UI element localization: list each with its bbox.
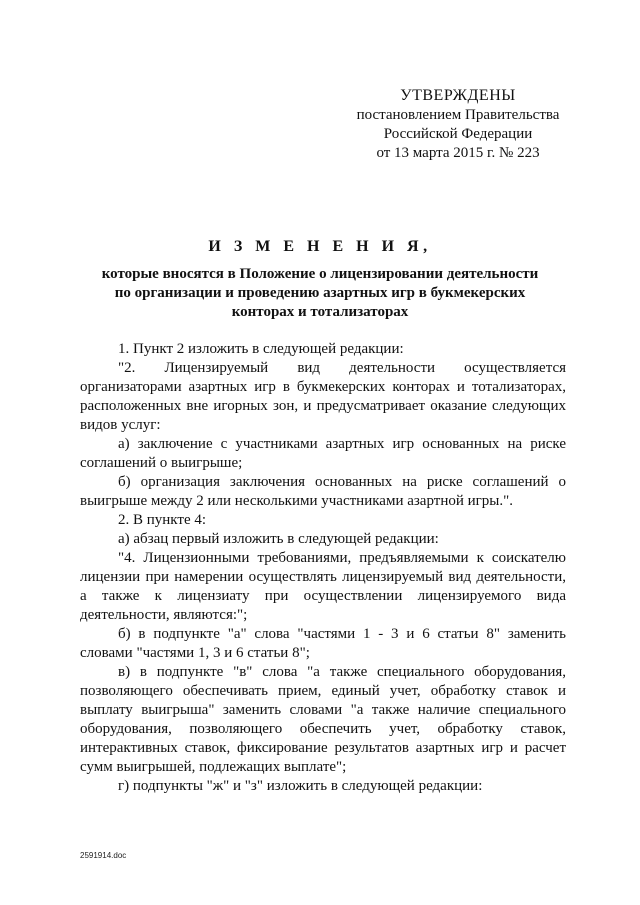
approval-line-3: от 13 марта 2015 г. № 223: [376, 145, 540, 161]
heading-subtitle-line-3: конторах и тотализаторах: [231, 304, 409, 320]
document-body: [80, 340, 566, 796]
approval-line-1: постановлением Правительства: [356, 107, 560, 123]
paragraph-6: а) абзац первый изложить в следующей редакции:: [118, 531, 439, 547]
approval-line-2: Российской Федерации: [383, 126, 533, 142]
paragraph-7: "4. Лицензионными требованиями, предъявляемыми к соискателю лицензии при намерении осуществлять лицензируемый вид деятельности, а также к лицензиату при осуществлении лицензируемого вида деятельности, являются:";: [80, 550, 566, 623]
paragraph-3: а) заключение с участниками азартных игр основанных на риске соглашений о выигрыше;: [80, 436, 566, 471]
paragraph-1: 1. Пункт 2 изложить в следующей редакции:: [118, 341, 404, 357]
heading-subtitle-line-2: по организации и проведению азартных игр в букмекерских: [114, 285, 526, 301]
paragraph-9: в) в подпункте "в" слова "а также специального оборудования, позволяющего обеспечивать прием, единый учет, обработку ставок и выплату выигрыша" заменить словами "а также наличие специального оборудования, позволяющего обеспечить учет, обработку ставок, интерактивных ставок, фиксирование результатов азартных игр и расчет сумм выигрышей, подлежащих выплате";: [80, 664, 566, 775]
paragraph-5: 2. В пункте 4:: [118, 512, 207, 528]
approval-block: [340, 86, 576, 163]
document-heading: [80, 237, 560, 322]
paragraph-2: "2. Лицензируемый вид деятельности осуществляется организаторами азартных игр в букмекерских конторах и тотализаторах, расположенных вне игорных зон, и предусматривает оказание следующих видов услуг:: [80, 360, 566, 433]
paragraph-10: г) подпункты "ж" и "з" изложить в следующей редакции:: [118, 778, 483, 794]
heading-title: И З М Е Н Е Н И Я,: [208, 238, 432, 255]
heading-subtitle-line-1: которые вносятся в Положение о лицензировании деятельности: [101, 266, 539, 282]
paragraph-4: б) организация заключения основанных на риске соглашений о выигрыше между 2 или несколькими участниками азартной игры.".: [80, 474, 566, 509]
approval-title: УТВЕРЖДЕНЫ: [400, 87, 516, 104]
footer-filename: 2591914.doc: [80, 851, 127, 860]
paragraph-8: б) в подпункте "а" слова "частями 1 - 3 и 6 статьи 8" заменить словами "частями 1, 3 и 6 статьи 8";: [80, 626, 566, 661]
